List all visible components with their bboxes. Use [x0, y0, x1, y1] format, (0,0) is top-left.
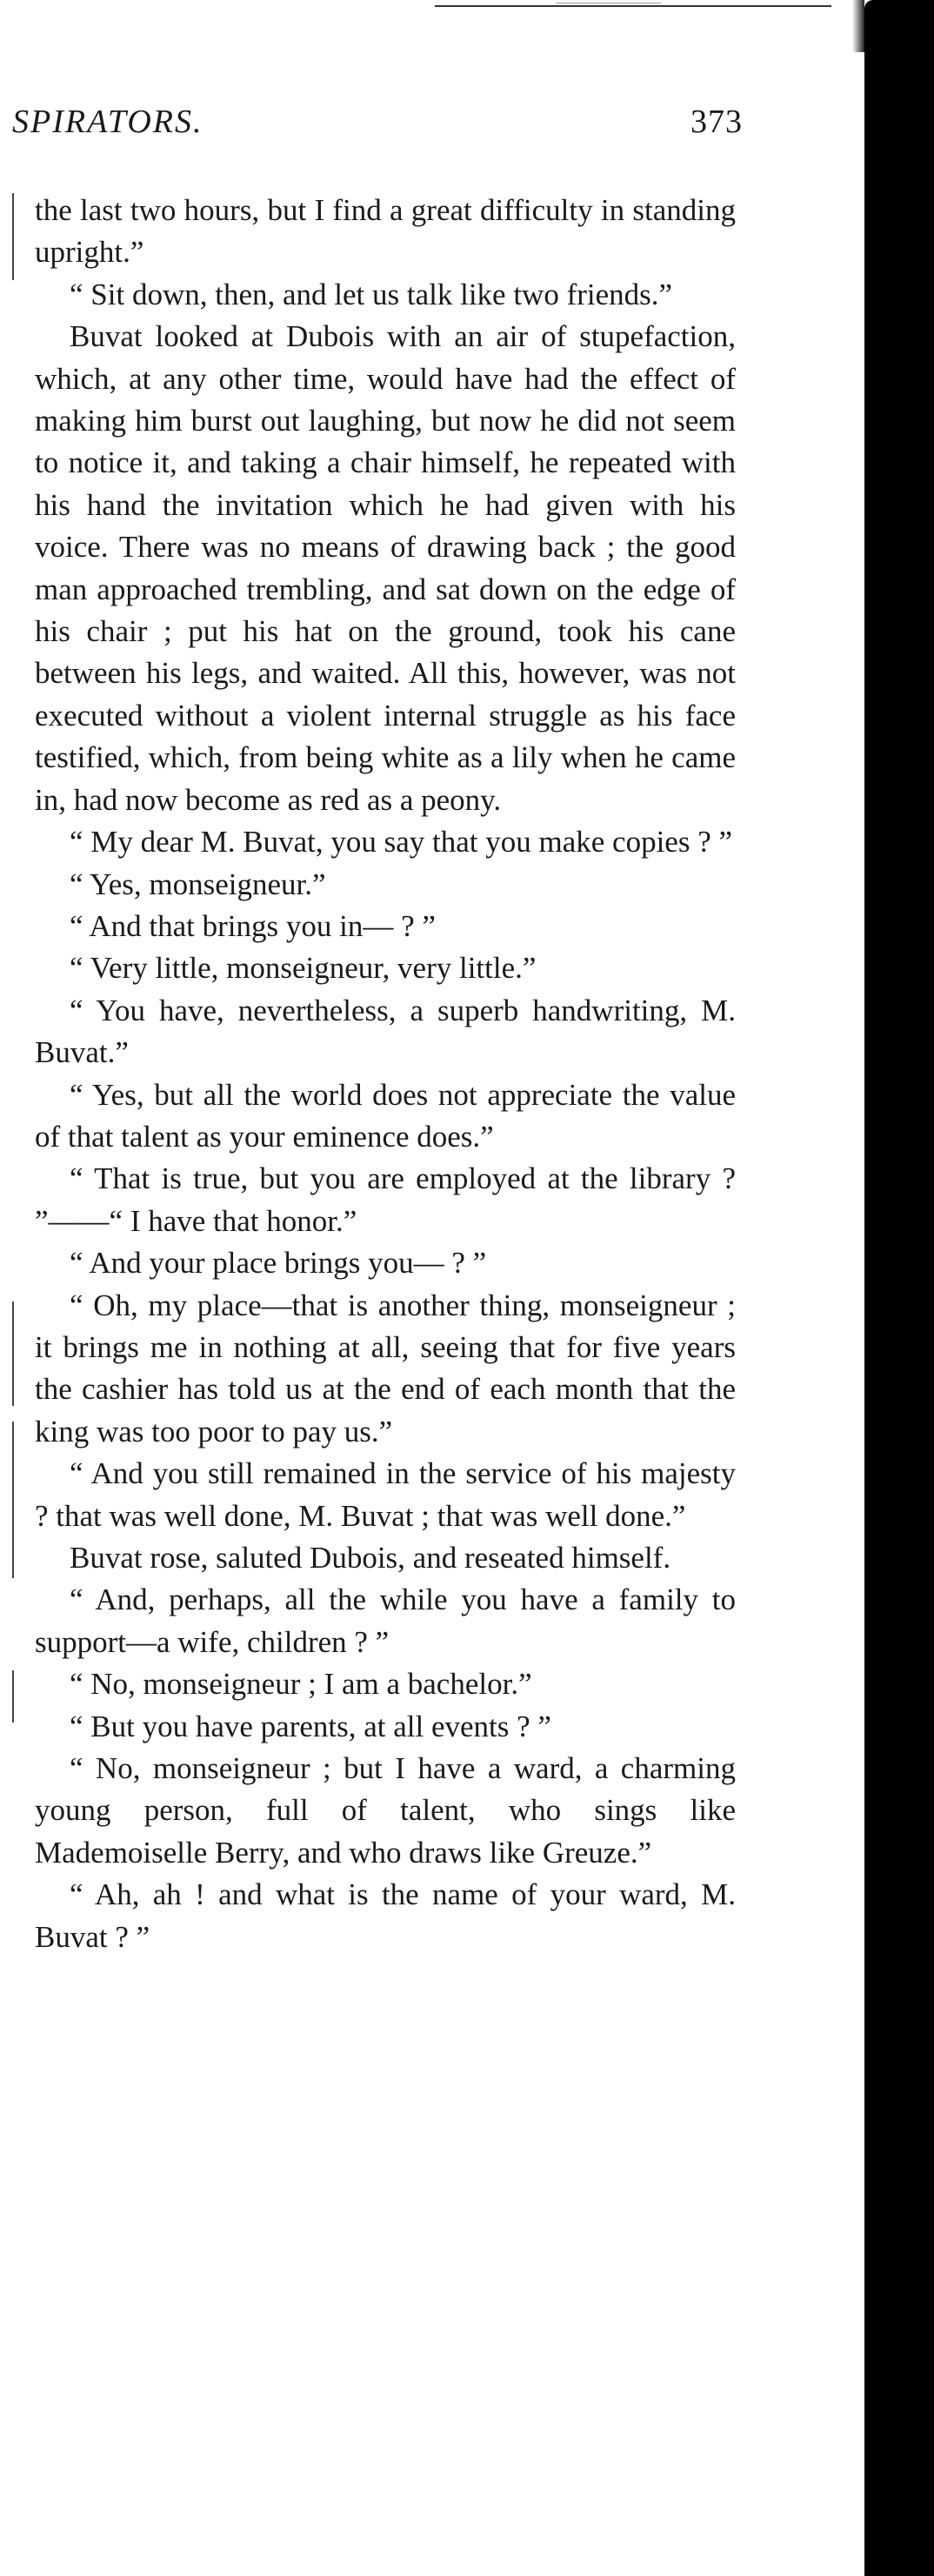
margin-line	[12, 193, 14, 280]
book-spine	[864, 0, 934, 2576]
paragraph: “ No, monseigneur ; I am a bachelor.”	[70, 1667, 532, 1702]
paragraph: “ And your place brings you— ? ”	[70, 1246, 487, 1281]
paragraph: “ Ah, ah ! and what is the name of your ward, M. Buvat ? ”	[35, 1877, 736, 1954]
paragraph: “ Yes, but all the world does not appreciate the value of that talent as your eminence does.”	[35, 1077, 736, 1154]
paragraph: “ Oh, my place—that is another thing, monseigneur ; it brings me in nothing at all, seeing that for five years the cashier has told us at the end of each month that the king was too poor to pay us.”	[35, 1288, 736, 1449]
paragraph: Buvat looked at Dubois with an air of stupefaction, which, at any other time, would have had the effect of making him burst out laughing, but now he did not seem to notice it, and taking a chair himself, he repeated with his hand the invitation which he had given with his voice. There was no means of drawing back ; the good man approached trembling, and sat down on the edge of his chair ; put his hat on the ground, took his cane between his legs, and waited. All this, however, was not executed without a violent internal struggle as his face testified, which, from being white as a lily when he came in, had now become as red as a peony.	[35, 319, 736, 817]
page-text	[35, 190, 736, 1958]
paragraph: Buvat rose, saluted Dubois, and reseated himself.	[70, 1541, 671, 1575]
paragraph: “ Very little, monseigneur, very little.”	[70, 951, 537, 986]
paragraph: “ That is true, but you are employed at the library ? ”——“ I have that honor.”	[35, 1161, 736, 1238]
margin-line	[12, 1670, 14, 1723]
paragraph: “ You have, nevertheless, a superb handwriting, M. Buvat.”	[35, 993, 736, 1070]
paragraph: “ My dear M. Buvat, you say that you make copies ? ”	[70, 825, 733, 860]
paragraph: “ No, monseigneur ; but I have a ward, a charming young person, full of talent, who sings like Mademoiselle Berry, and who draws like Greuze.”	[35, 1751, 736, 1870]
paragraph: “ But you have parents, at all events ? ”	[70, 1709, 551, 1743]
paragraph: “ And that brings you in— ? ”	[70, 908, 436, 943]
paragraph: “ Sit down, then, and let us talk like two friends.”	[70, 277, 673, 311]
margin-line	[12, 1509, 14, 1578]
running-title: SPIRATORS.	[12, 104, 203, 140]
paragraph: “ Yes, monseigneur.”	[70, 866, 326, 901]
page-number: 373	[690, 104, 743, 140]
margin-line	[12, 1301, 14, 1406]
paragraph: the last two hours, but I find a great difficulty in standing upright.”	[35, 193, 736, 270]
book-spine-edge	[852, 0, 864, 52]
top-rule	[435, 5, 831, 7]
paragraph: “ And you still remained in the service of his majesty ? that was well done, M. Buvat ; that was well done.”	[35, 1456, 736, 1533]
paragraph: “ And, perhaps, all the while you have a family to support—a wife, children ? ”	[35, 1582, 736, 1659]
running-head	[12, 103, 743, 141]
margin-line	[12, 1422, 14, 1509]
